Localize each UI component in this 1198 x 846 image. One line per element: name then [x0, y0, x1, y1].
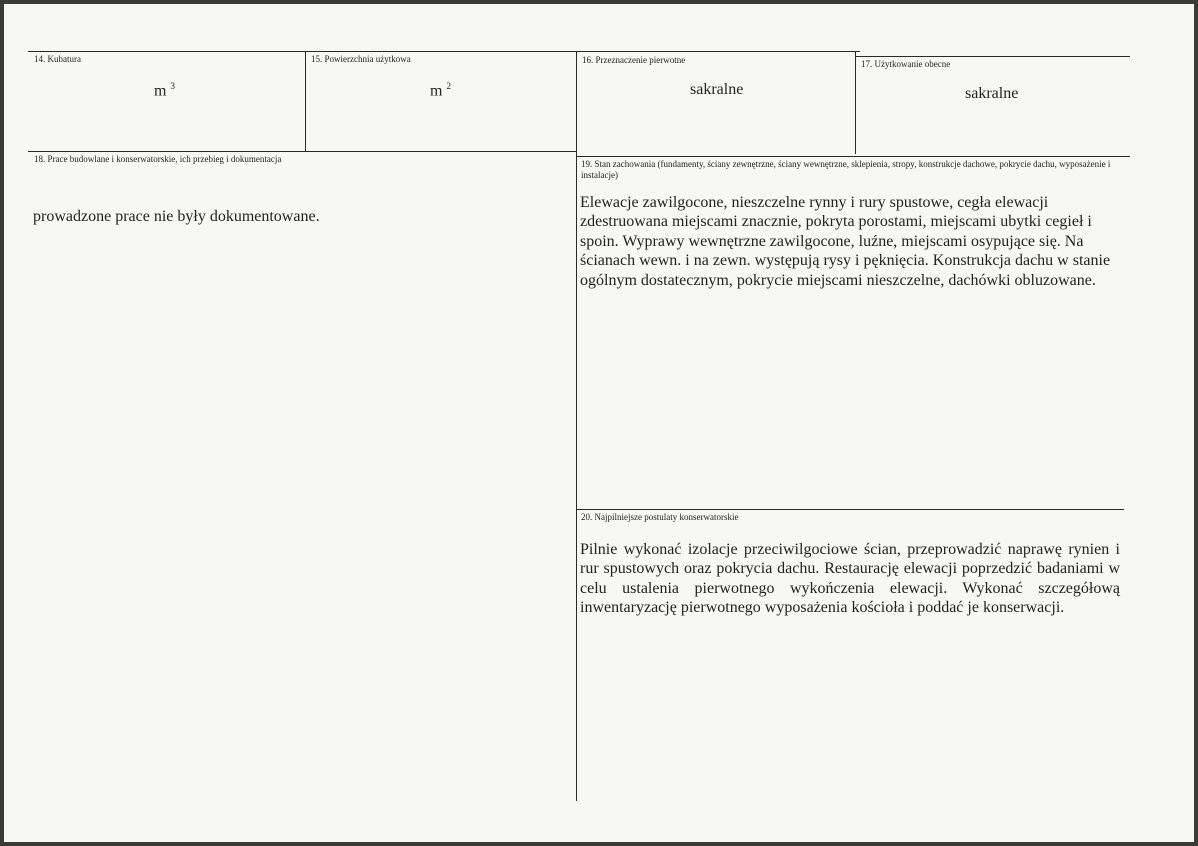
row1-top-line: [28, 51, 860, 52]
row2-top-line-right: [576, 156, 1130, 157]
row3-top-line: [576, 509, 1124, 510]
prace-label: 18. Prace budowlane i konserwatorskie, ich przebieg i dokumentacja: [34, 154, 282, 164]
stan-label: 19. Stan zachowania (fundamenty, ściany zewnętrzne, ściany wewnętrzne, sklepienia, stropy, konstrukcje dachowe, pokrycie dachu, wyposażenie i instalacje): [581, 159, 1111, 180]
kubatura-label: 14. Kubatura: [34, 54, 81, 64]
przeznaczenie-label: 16. Przeznaczenie pierwotne: [582, 55, 686, 65]
powierzchnia-value: m $^2$: [430, 81, 451, 100]
form-page: [4, 4, 1194, 842]
kubatura-value: m $^3$: [154, 81, 175, 100]
row1-top-line-right: [856, 56, 1130, 57]
row2-top-line-left: [28, 151, 577, 152]
postulaty-value: Pilnie wykonać izolacje przeciwilgociowe ścian, przeprowadzić naprawę rynien i rur spustowych oraz pokrycia dachu. Restaurację elewacji poprzedzić badaniami w celu ustalenia pierwotnego wykończenia elewacji. Wykonać szczegółową inwentaryzację pierwotnego wyposażenia kościoła i poddać je konserwacji.: [580, 541, 1120, 617]
postulaty-label: 20. Najpilniejsze postulaty konserwatorskie: [581, 512, 739, 522]
uzytkowanie-value: sakralne: [965, 85, 1019, 102]
divider-16-17: [855, 51, 856, 154]
uzytkowanie-label: 17. Użytkowanie obecne: [861, 59, 951, 69]
przeznaczenie-value: sakralne: [690, 81, 744, 98]
divider-15-16: [576, 51, 577, 801]
stan-value: Elewacje zawilgocone, nieszczelne rynny i rury spustowe, cegła elewacji zdestruowana miejscami znacznie, pokryta porostami, miejscami ubytki cegieł i spoin. Wyprawy wewnętrzne zawilgocone, luźne, miejscami osypujące się. Na ścianach wewn. i na zewn. występują rysy i pęknięcia. Konstrukcja dachu w stanie ogólnym dostatecznym, pokrycie miejscami nieszczelne, dachówki obluzowane.: [580, 194, 1111, 289]
prace-value: prowadzone prace nie były dokumentowane.: [33, 208, 320, 225]
powierzchnia-label: 15. Powierzchnia użytkowa: [311, 54, 411, 64]
divider-14-15: [305, 51, 306, 152]
